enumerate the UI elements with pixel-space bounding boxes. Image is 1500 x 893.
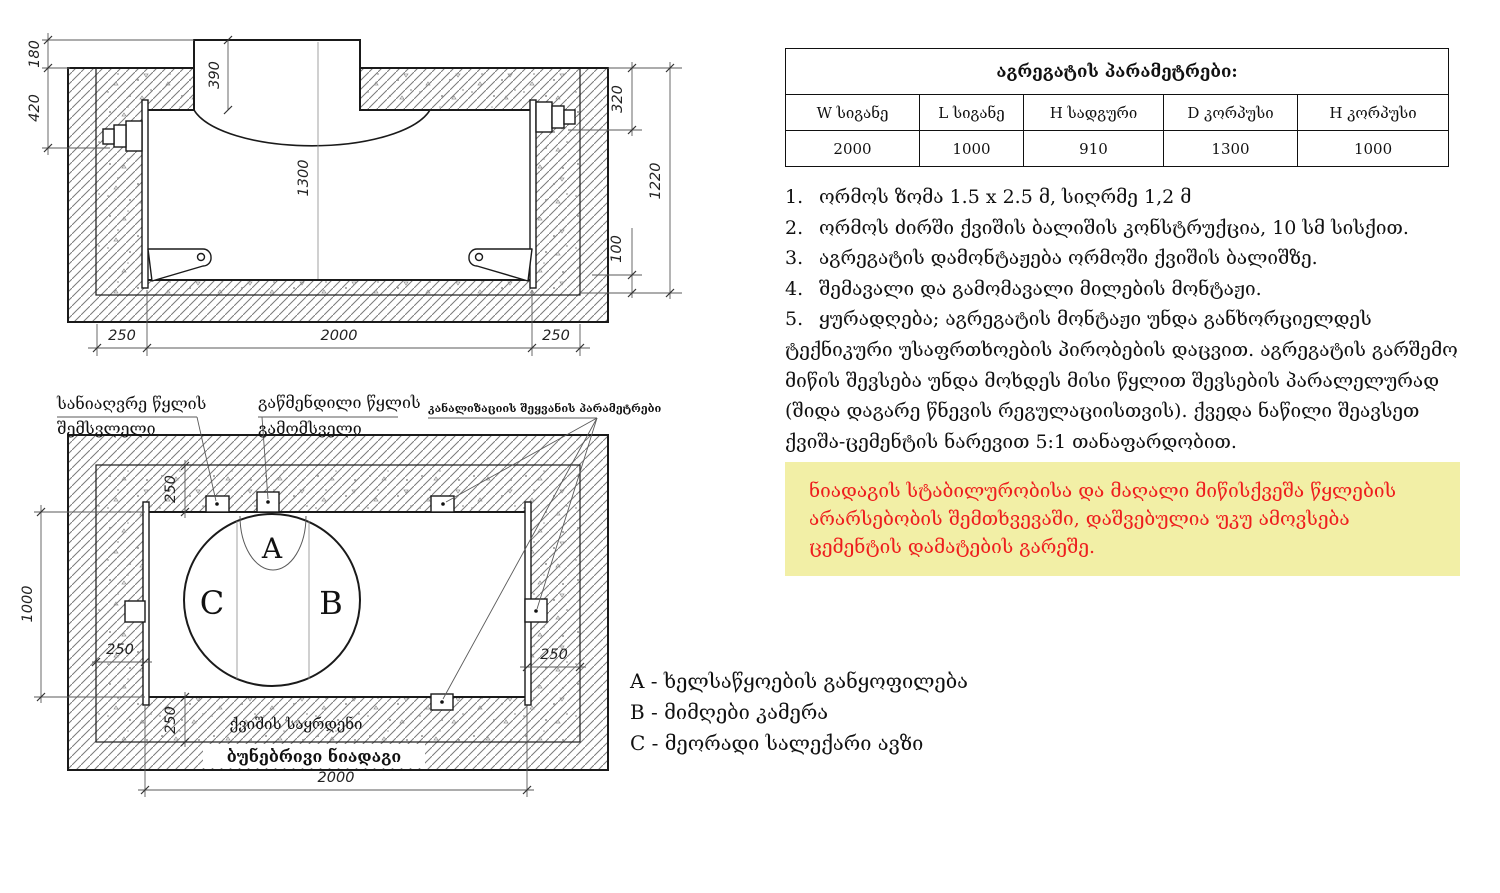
zone-b-label: B [319,584,343,622]
table-title: აგრეგატის პარამეტრები: [786,49,1449,95]
col-w: W სიგანე [786,95,920,131]
zone-c-label: C [199,584,225,622]
val-d-body: 1300 [1164,131,1298,167]
note-item [785,182,1482,213]
dim-250-right-plan: 250 [540,647,568,663]
note-item [785,213,1482,244]
note-text: შემავალი და გამომავალი მილების მონტაჟი. [819,277,1262,300]
note-item [785,243,1482,274]
dim-250-left-plan: 250 [106,642,134,658]
table-value-row [786,131,1449,167]
note-text: ყურადღება; აგრეგატის მონტაჟი უნდა განხორციელდეს ტექნიკური უსაფრთხოების პირობების დაცვით. აგრეგატის გარშემო მიწის შევსება უნდა მოხდეს მისი წყლით შევსების პარალელურად (შიდა დაგარე წნევის რეგულაციისთვის). ქვედა ნაწილი შეავსეთ ქვიშა-ცემენტის ნარევით 5:1 თანაფარდობით. [785,308,1458,453]
warning-text: ნიადაგის სტაბილურობისა და მაღალი მიწისქვეშა წყლების არარსებობის შემთხვევაში, დაშვებულია უკუ ამოვსება ცემენტის დამატების გარეშე. [809,480,1396,558]
note-text: ორმოს ძირში ქვიშის ბალიშის კონსტრუქცია, 10 სმ სისქით. [819,216,1409,239]
inlet-label-line1: სანიაღვრე წყლის [57,394,207,413]
val-h-station: 910 [1024,131,1164,167]
dim-250-top: 250 [163,475,179,503]
dim-2000-plan: 2000 [317,770,355,786]
zone-legend [630,666,1050,759]
dim-250-left: 250 [108,328,136,344]
val-w: 2000 [786,131,920,167]
note-item [785,304,1482,457]
sewer-params-label: კანალიზაციის შეყვანის პარამეტრები [428,402,662,415]
parameters-table [785,48,1449,167]
col-h-body: H კორპუსი [1298,95,1449,131]
note-number: 2. [785,216,804,239]
cross-section-view [27,33,682,356]
note-item [785,274,1482,305]
dim-1000: 1000 [20,585,36,623]
table-header-row [786,95,1449,131]
legend-item-a: A - ხელსაწყოების განყოფილება [630,669,968,693]
zone-a-label: A [261,532,283,565]
legend-item-c: C - მეორადი სალექარი ავზი [630,731,924,755]
dim-250-bottom: 250 [163,706,179,734]
dim-100: 100 [609,235,625,263]
dim-390: 390 [207,61,223,89]
dim-320: 320 [610,85,626,113]
legend-item-b: B - მიმღები კამერა [630,700,829,724]
col-l: L სიგანე [920,95,1024,131]
dim-180: 180 [27,40,43,68]
inlet-label-line2: შემსვლელი [57,419,156,438]
val-h-body: 1000 [1298,131,1449,167]
warning-note [785,462,1460,576]
dim-1300: 1300 [296,159,312,197]
col-d-body: D კორპუსი [1164,95,1298,131]
col-h-station: H სადგური [1024,95,1164,131]
sand-support-label: ქვიშის საყრდენი [229,715,363,733]
val-l: 1000 [920,131,1024,167]
note-text: ორმოს ზომა 1.5 x 2.5 მ, სიღრმე 1,2 მ [819,186,1192,208]
technical-drawings [0,0,700,893]
outlet-label-line1: გაწმენდილი წყლის [258,393,421,412]
note-number: 4. [785,277,804,300]
plan-view [20,393,661,797]
note-text: აგრეგატის დამონტაჟება ორმოში ქვიშის ბალიშზე. [819,247,1318,270]
natural-soil-label: ბუნებრივი ნიადაგი [226,747,402,766]
note-number: 1. [785,186,804,208]
dim-1220: 1220 [648,162,664,200]
left-end-plate [142,100,148,288]
installation-notes [785,182,1482,457]
note-number: 3. [785,247,804,270]
dim-420: 420 [27,94,43,122]
outlet-label-line2: გამომსველი [258,419,362,438]
dim-250-right: 250 [542,328,570,344]
note-number: 5. [785,308,804,331]
dim-2000: 2000 [320,328,358,344]
